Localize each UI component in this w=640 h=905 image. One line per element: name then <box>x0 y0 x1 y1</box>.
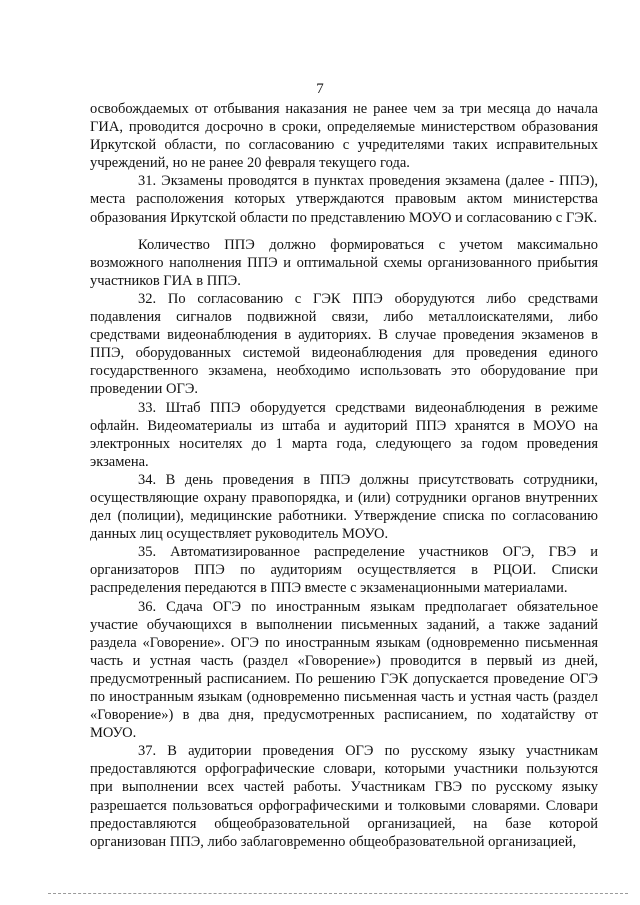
paragraph-33: 33. Штаб ППЭ оборудуется средствами видеонаблюдения в режиме офлайн. Видеоматериалы из штаба и аудиторий ППЭ хранятся в МОУО на электронных носителях до 1 марта года, следующего за годом проведения экзамена. <box>90 399 598 470</box>
paragraph-continuation: освобождаемых от отбывания наказания не ранее чем за три месяца до начала ГИА, проводится досрочно в сроки, определяемые министерством образования Иркутской области, по согласованию с учредителями таких исправительных учреждений, но не ранее 20 февраля текущего года. <box>90 101 598 172</box>
paragraph-ppe-count: Количество ППЭ должно формироваться с учетом максимально возможного наполнения ППЭ и оптимальной схемы организованного прибытия участников ГИА в ППЭ. <box>90 236 598 289</box>
paragraph-37: 37. В аудитории проведения ОГЭ по русскому языку участникам предоставляются орфографические словари, которыми участники пользуются при выполнении всех частей работы. Участникам ГВЭ по русскому языку разрешается пользоваться орфографическими и толковыми словарями. Словари предоставляются общеобразовательной организацией, на базе которой организован ППЭ, либо заблаговременно общеобразовательной организацией, <box>90 743 598 850</box>
paragraph-35: 35. Автоматизированное распределение участников ОГЭ, ГВЭ и организаторов ППЭ по аудиториям осуществляется в РЦОИ. Списки распределения передаются в ППЭ вместе с экзаменационными материалами. <box>90 544 598 597</box>
paragraph-36: 36. Сдача ОГЭ по иностранным языкам предполагает обязательное участие обучающихся в выполнении письменных заданий, а также заданий раздела «Говорение». ОГЭ по иностранным языкам (одновременно письменная часть и устная часть (раздел «Говорение») проводится в первый из дней, предусмотренный расписанием. По решению ГЭК допускается проведение ОГЭ по иностранным языкам (одновременно письменная часть и устная часть (раздел «Говорение») в два дня, предусмотренных расписанием, по ходатайству от МОУО. <box>90 598 598 742</box>
page-number: 7 <box>316 81 324 97</box>
page-bottom-edge <box>48 893 628 894</box>
paragraph-31: 31. Экзамены проводятся в пунктах проведения экзамена (далее - ППЭ), места расположения которых утверждаются правовым актом министерства образования Иркутской области по представлению МОУО и согласованию с ГЭК. <box>90 173 598 226</box>
paragraph-34: 34. В день проведения в ППЭ должны присутствовать сотрудники, осуществляющие охрану правопорядка, и (или) сотрудники органов внутренних дел (полиции), медицинские работники. Утверждение списка по согласованию данных лиц осуществляет руководитель МОУО. <box>90 471 598 543</box>
paragraph-32: 32. По согласованию с ГЭК ППЭ оборудуются либо средствами подавления сигналов подвижной связи, либо металлоискателями, либо средствами видеонаблюдения в аудиториях. В случае проведения экзаменов в ППЭ, оборудованных системой видеонаблюдения для проведения единого государственного экзамена, необходимо использовать это оборудование при проведении ОГЭ. <box>90 290 598 398</box>
document-body <box>90 100 598 851</box>
